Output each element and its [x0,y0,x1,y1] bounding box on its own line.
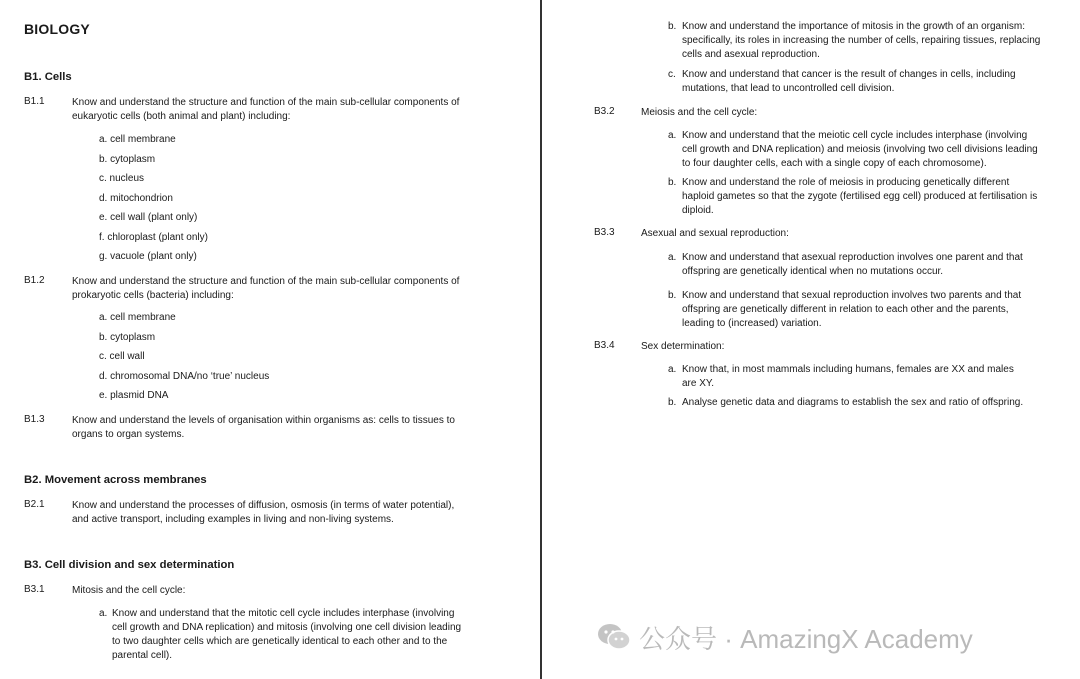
wechat-icon [597,622,631,652]
item-text-b1-3 [72,414,455,442]
item-title-b3-2: Meiosis and the cell cycle: [641,107,758,118]
text-line: and active transport, including examples in living and non-living systems. [72,514,394,525]
list-item: b. cytoplasm [99,154,156,165]
text-line: Analyse genetic data and diagrams to establish the sex and ratio of offspring. [682,397,1024,408]
document-title: BIOLOGY [24,21,90,37]
item-title-b3-4: Sex determination: [641,341,725,352]
text-line: diploid. [682,205,714,216]
list-item: c. cell wall [99,351,145,362]
list-item-text [682,289,1021,331]
list-item-text [682,176,1037,218]
list-marker: b. [668,21,677,32]
item-code-b3-3: B3.3 [594,227,615,238]
item-text-b1-2 [72,275,459,303]
list-item-text [682,363,1014,391]
item-code-b3-2: B3.2 [594,106,615,117]
item-code-b3-1: B3.1 [24,584,45,595]
text-line: organs to organ systems. [72,429,185,440]
item-code-b1-1: B1.1 [24,96,45,107]
text-line: Know and understand the levels of organisation within organisms as: cells to tissues to [72,415,455,426]
section-heading-b1: B1. Cells [24,71,72,83]
text-line: Know and understand that the mitotic cell cycle includes interphase (involving [112,608,455,619]
text-line: cell growth and DNA replication) and mitosis (involving one cell division leading [112,622,462,633]
list-marker: b. [668,290,677,301]
list-item: e. cell wall (plant only) [99,212,198,223]
list-item: d. chromosomal DNA/no ‘true’ nucleus [99,371,270,382]
item-text-b1-1 [72,96,459,124]
list-item-text [682,251,1023,279]
text-line: cell growth and DNA replication) and meiosis (involving two cell divisions leading [682,144,1038,155]
column-divider [540,0,542,679]
text-line: to two daughter cells which are genetically identical to each other and to the [112,636,448,647]
list-marker: a. [668,364,677,375]
text-line: mutations, that lead to uncontrolled cell division. [682,83,895,94]
list-item: b. cytoplasm [99,332,156,343]
list-item-text [112,607,461,663]
watermark-text: 公众号 · AmazingX Academy [639,623,973,654]
list-item: e. plasmid DNA [99,390,169,401]
text-line: are XY. [682,378,715,389]
list-marker: b. [668,397,677,408]
item-title-b3-3: Asexual and sexual reproduction: [641,228,789,239]
text-line: prokaryotic cells (bacteria) including: [72,290,234,301]
list-item: a. cell membrane [99,312,176,323]
list-marker: b. [668,177,677,188]
text-line: Know and understand the role of meiosis in producing genetically different [682,177,1010,188]
text-line: to four daughter cells, each with a single copy of each chromosome). [682,158,987,169]
text-line: parental cell). [112,650,173,661]
watermark [597,619,973,655]
text-line: haploid gametes so that the zygote (fertilised egg cell) produced at fertilisation is [682,191,1038,202]
list-item: f. chloroplast (plant only) [99,232,208,243]
text-line: offspring are genetically different in relation to each other and the parents, [682,304,1009,315]
list-item: d. mitochondrion [99,193,173,204]
text-line: leading to (increased) variation. [682,318,822,329]
item-text-b2-1 [72,499,454,527]
text-line: Know and understand the importance of mitosis in the growth of an organism: [682,21,1025,32]
list-item: a. cell membrane [99,134,176,145]
text-line: Know that, in most mammals including humans, females are XX and males [682,364,1014,375]
list-marker: a. [668,252,677,263]
text-line: Know and understand that sexual reproduction involves two parents and that [682,290,1022,301]
text-line: Know and understand that cancer is the result of changes in cells, including [682,69,1016,80]
item-title-b3-1: Mitosis and the cell cycle: [72,585,186,596]
text-line: Know and understand that asexual reproduction involves one parent and that [682,252,1023,263]
text-line: specifically, its roles in increasing the number of cells, repairing tissues, replacing [682,35,1041,46]
list-item-text [682,396,1023,410]
list-marker: a. [668,130,677,141]
item-code-b2-1: B2.1 [24,499,45,510]
section-heading-b3: B3. Cell division and sex determination [24,559,235,571]
text-line: Know and understand the structure and function of the main sub-cellular components of [72,97,460,108]
list-item: c. nucleus [99,173,145,184]
list-marker: a. [99,608,108,619]
section-heading-b2: B2. Movement across membranes [24,474,207,486]
list-item-text [682,129,1038,171]
text-line: Know and understand the structure and function of the main sub-cellular components of [72,276,460,287]
item-code-b1-2: B1.2 [24,275,45,286]
list-item-text [682,20,1040,62]
text-line: eukaryotic cells (both animal and plant) including: [72,111,291,122]
text-line: Know and understand the processes of diffusion, osmosis (in terms of water potential), [72,500,455,511]
item-code-b1-3: B1.3 [24,414,45,425]
item-code-b3-4: B3.4 [594,340,615,351]
list-item: g. vacuole (plant only) [99,251,197,262]
text-line: cells and asexual reproduction. [682,49,820,60]
list-item-text [682,68,1016,96]
list-marker: c. [668,69,676,80]
text-line: Know and understand that the meiotic cell cycle includes interphase (involving [682,130,1028,141]
text-line: offspring are genetically identical when no mutations occur. [682,266,944,277]
